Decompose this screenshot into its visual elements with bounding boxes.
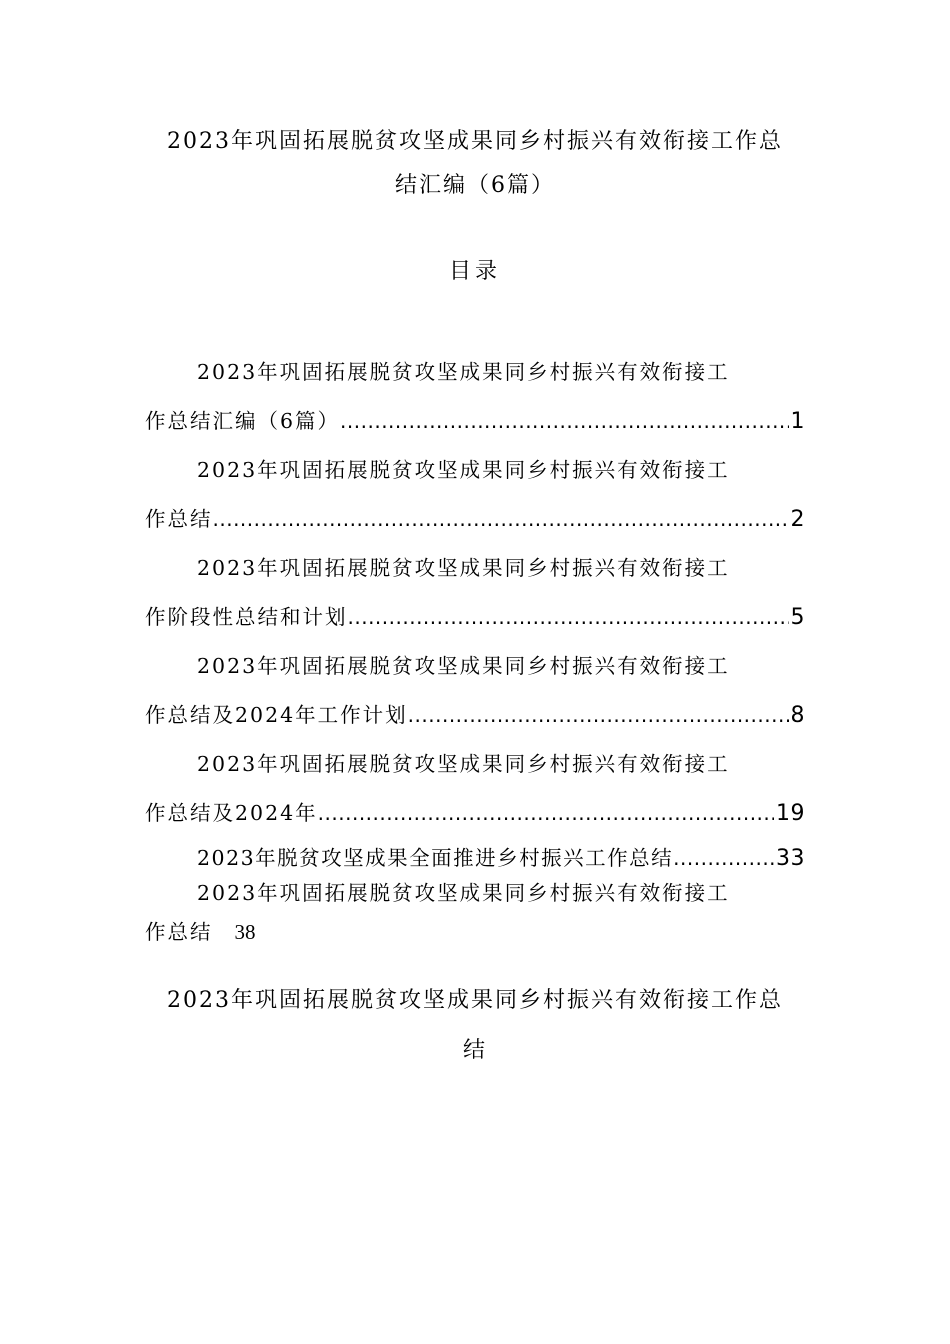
toc-page-number: 38: [234, 920, 256, 944]
toc-entry-6[interactable]: [145, 841, 805, 876]
toc-entry-line1: 2023年巩固拓展脱贫攻坚成果同乡村振兴有效衔接工: [197, 556, 730, 580]
document-title-line2: 结汇编（6篇）: [395, 173, 555, 198]
dot-leader: [213, 495, 789, 544]
toc-entry-line2: 作总结及2024年工作计划: [145, 703, 408, 727]
toc-entry-line2: 作总结: [145, 920, 213, 944]
toc-page-number: 33: [776, 846, 805, 871]
dot-leader: [408, 691, 789, 740]
section-title-line2: 结: [462, 1038, 487, 1063]
toc-entry-line2: 作阶段性总结和计划: [145, 605, 348, 629]
toc-entry-text: 2023年脱贫攻坚成果全面推进乡村振兴工作总结: [197, 846, 674, 870]
toc-page-number: 1: [790, 409, 805, 434]
toc-page-number: 19: [776, 801, 805, 826]
toc-entry-2[interactable]: [145, 446, 805, 544]
toc-entry-line1: 2023年巩固拓展脱贫攻坚成果同乡村振兴有效衔接工: [197, 654, 730, 678]
section-title-line1: 2023年巩固拓展脱贫攻坚成果同乡村振兴有效衔接工作总: [167, 988, 783, 1013]
toc-page-number: 8: [790, 703, 805, 728]
toc-page-number: 5: [790, 605, 805, 630]
toc-entry-5[interactable]: [145, 740, 805, 838]
document-title: [140, 120, 810, 208]
dot-leader: [340, 397, 788, 446]
toc-entry-3[interactable]: [145, 544, 805, 642]
dot-leader: [673, 841, 774, 875]
section-title: [140, 976, 810, 1076]
toc-entry-line1: 2023年巩固拓展脱贫攻坚成果同乡村振兴有效衔接工: [197, 752, 730, 776]
toc-entry-1[interactable]: [145, 348, 805, 446]
toc-heading: 目录: [448, 259, 501, 284]
table-of-contents: [145, 348, 805, 954]
toc-entry-line1: 2023年巩固拓展脱贫攻坚成果同乡村振兴有效衔接工: [197, 881, 730, 905]
dot-leader: [348, 593, 789, 642]
toc-entry-7[interactable]: [145, 876, 805, 954]
document-title-line1: 2023年巩固拓展脱贫攻坚成果同乡村振兴有效衔接工作总: [167, 129, 783, 154]
dot-leader: [318, 789, 774, 838]
toc-entry-line2: 作总结及2024年: [145, 801, 318, 825]
toc-entry-line2: 作总结汇编（6篇）: [145, 409, 341, 433]
toc-entry-line1: 2023年巩固拓展脱贫攻坚成果同乡村振兴有效衔接工: [197, 360, 730, 384]
toc-entry-line2: 作总结: [145, 507, 213, 531]
toc-page-number: 2: [790, 507, 805, 532]
toc-entry-4[interactable]: [145, 642, 805, 740]
toc-entry-line1: 2023年巩固拓展脱贫攻坚成果同乡村振兴有效衔接工: [197, 458, 730, 482]
